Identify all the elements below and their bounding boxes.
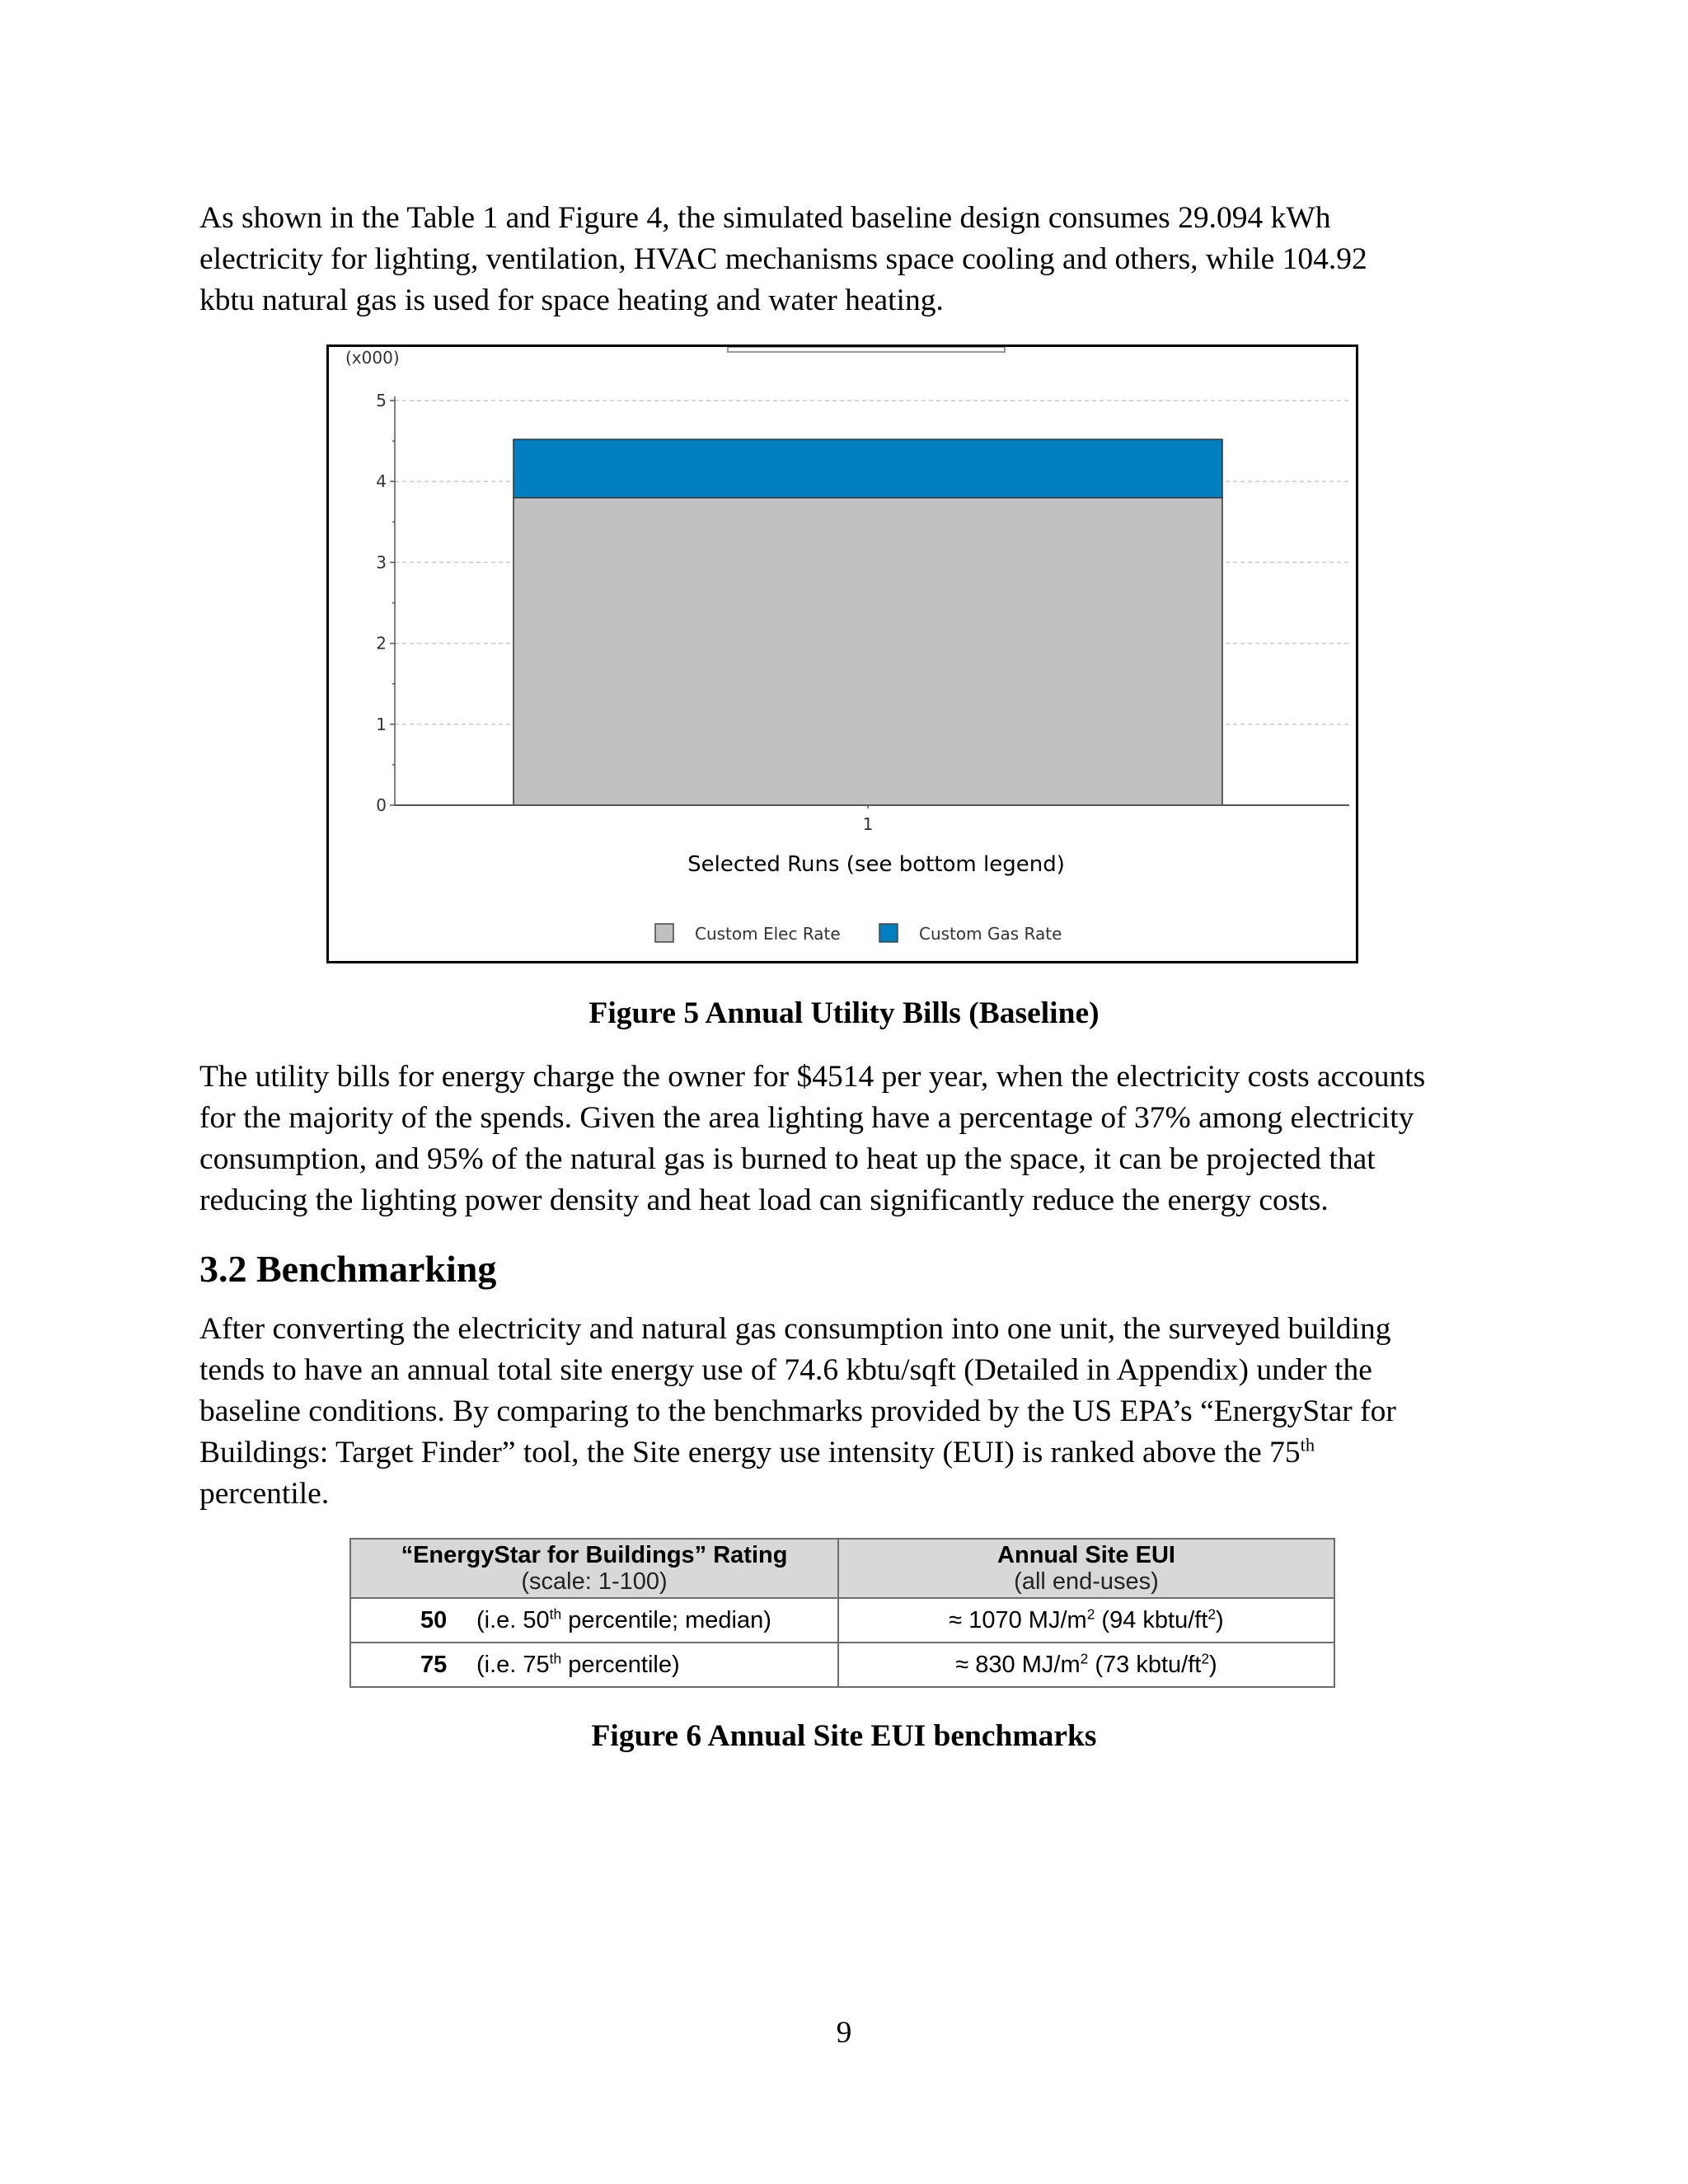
eui-sup1: 2 xyxy=(1086,1605,1095,1622)
rating-desc xyxy=(476,1649,680,1678)
rating-cell xyxy=(350,1598,838,1643)
header-eui-title: Annual Site EUI xyxy=(997,1542,1175,1568)
header-rating xyxy=(350,1539,838,1598)
eui-sup2: 2 xyxy=(1201,1649,1209,1666)
header-rating-sub: (scale: 1-100) xyxy=(521,1568,668,1595)
bench-line-1: After converting the electricity and natural gas consumption into one unit, the surveyed building xyxy=(199,1312,1391,1346)
rating-desc xyxy=(476,1607,771,1633)
bills-line-1: The utility bills for energy charge the owner for $4514 per year, when the electricity costs accounts xyxy=(199,1060,1426,1094)
rating-desc-sup: th xyxy=(549,1605,562,1622)
legend-label: Custom Gas Rate xyxy=(919,924,1062,944)
bills-line-3: consumption, and 95% of the natural gas is burned to heat up the space, it can be projected that xyxy=(199,1142,1376,1176)
eui-mid: (94 kbtu/ft xyxy=(1095,1606,1208,1633)
figure6-caption: Figure 6 Annual Site EUI benchmarks xyxy=(591,1719,1097,1753)
chart-title-box xyxy=(728,347,1005,352)
intro-line-3: kbtu natural gas is used for space heating and water heating. xyxy=(199,284,944,317)
bills-line-2: for the majority of the spends. Given the area lighting have a percentage of 37% among electricity xyxy=(199,1101,1414,1135)
bar-custom-gas-rate xyxy=(513,439,1222,498)
bills-line-4: reducing the lighting power density and heat load can significantly reduce the energy costs. xyxy=(199,1183,1329,1217)
table-row xyxy=(350,1598,1334,1643)
eui-post: ) xyxy=(1208,1651,1217,1678)
bars xyxy=(513,439,1222,805)
bar-custom-elec-rate xyxy=(513,498,1222,805)
utility-bills-chart xyxy=(326,344,1358,963)
section-heading: 3.2 Benchmarking xyxy=(199,1248,497,1290)
page-number: 9 xyxy=(836,2016,852,2050)
intro-line-2: electricity for lighting, ventilation, HVAC mechanisms space cooling and others, while 104.92 xyxy=(199,242,1367,276)
bench-line-4 xyxy=(199,1432,1489,1474)
rating-value: 75 xyxy=(420,1651,448,1678)
x-tick-label: 1 xyxy=(862,814,874,834)
legend-label: Custom Elec Rate xyxy=(695,924,841,944)
rating-desc-pre: (i.e. 50 xyxy=(476,1606,550,1633)
table-header-row xyxy=(350,1539,1334,1598)
chart-legend xyxy=(655,924,1062,944)
table-row xyxy=(350,1643,1334,1687)
intro-line-1: As shown in the Table 1 and Figure 4, the simulated baseline design consumes 29.094 kWh xyxy=(199,201,1331,235)
figure5-caption: Figure 5 Annual Utility Bills (Baseline) xyxy=(588,996,1100,1030)
eui-sup2: 2 xyxy=(1207,1605,1217,1622)
eui-sup1: 2 xyxy=(1080,1649,1089,1666)
bills-paragraph xyxy=(199,1057,1489,1221)
y-tick-label: 0 xyxy=(376,795,387,815)
header-eui xyxy=(838,1539,1334,1598)
bench-line-2: tends to have an annual total site energy use of 74.6 kbtu/sqft (Detailed in Appendix) under the xyxy=(199,1353,1372,1387)
eui-pre: ≈ 830 MJ/m xyxy=(955,1651,1081,1678)
legend-swatch xyxy=(879,924,898,942)
y-tick-label: 1 xyxy=(376,714,387,734)
header-eui-sub: (all end-uses) xyxy=(1014,1568,1159,1595)
header-rating-title: “EnergyStar for Buildings” Rating xyxy=(401,1542,788,1568)
y-tick-label: 2 xyxy=(376,633,387,654)
x-axis-title: Selected Runs (see bottom legend) xyxy=(687,852,1065,877)
y-tick-label: 3 xyxy=(376,552,387,573)
y-multiplier-label: (x000) xyxy=(345,348,400,368)
eui-cell xyxy=(838,1643,1334,1687)
eui-post: ) xyxy=(1216,1606,1224,1633)
eui-pre: ≈ 1070 MJ/m xyxy=(949,1606,1087,1633)
y-tick-label: 5 xyxy=(376,391,387,410)
chart-canvas xyxy=(329,347,1356,961)
bench-line-5: percentile. xyxy=(199,1477,330,1511)
rating-value: 50 xyxy=(420,1606,448,1633)
bench-line-3: baseline conditions. By comparing to the benchmarks provided by the US EPA’s “EnergyStar for xyxy=(199,1394,1396,1428)
rating-desc-sup: th xyxy=(549,1649,562,1666)
bench-line-4-text: Buildings: Target Finder” tool, the Site energy use intensity (EUI) is ranked above the 75 xyxy=(199,1436,1301,1469)
eui-cell xyxy=(838,1598,1334,1643)
benchmark-table xyxy=(349,1538,1335,1688)
rating-desc-post: percentile; median) xyxy=(561,1606,771,1633)
rating-desc-post: percentile) xyxy=(561,1651,680,1678)
bench-line-4-sup: th xyxy=(1300,1434,1315,1455)
benchmark-paragraph xyxy=(199,1309,1489,1515)
legend-swatch xyxy=(655,924,673,942)
eui-mid: (73 kbtu/ft xyxy=(1088,1651,1202,1678)
intro-paragraph xyxy=(199,198,1489,321)
y-tick-label: 4 xyxy=(376,471,387,492)
rating-desc-pre: (i.e. 75 xyxy=(476,1651,550,1678)
rating-cell xyxy=(350,1643,838,1687)
